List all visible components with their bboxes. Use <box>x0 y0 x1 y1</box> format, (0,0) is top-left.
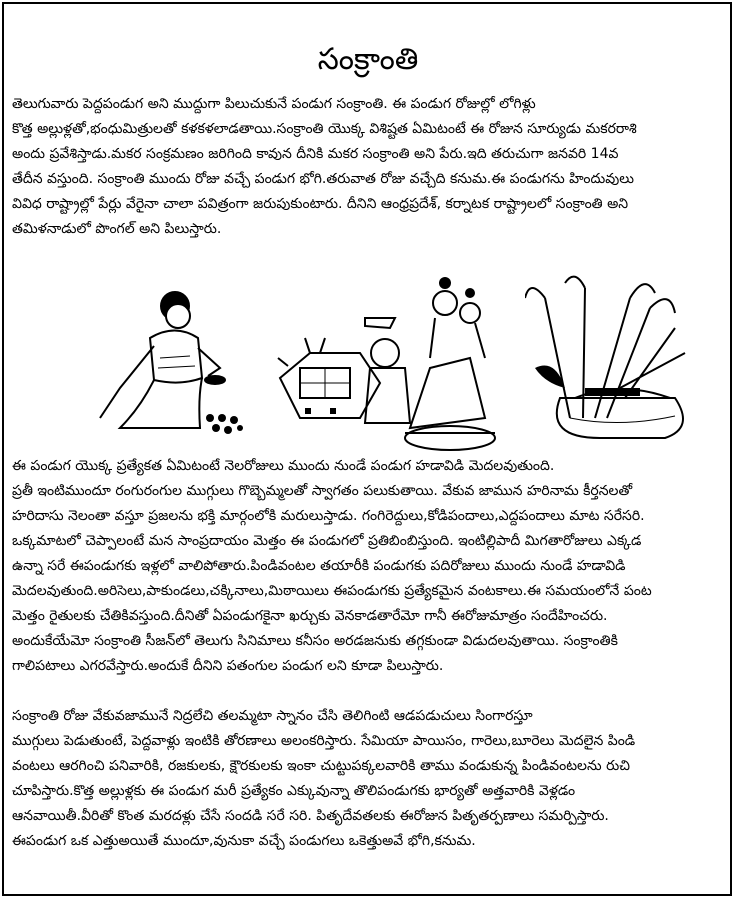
paragraph3-line: చూపిస్తారు.కొత్త అల్లుళ్లకు ఈ పండుగ మరీ ప్రత్యేకం ఎక్కువున్నా తొలిపండుగకు భార్యతో అత్తవారికి వెళ్లడం <box>12 783 576 799</box>
paragraph1-line: కొత్త అల్లుళ్లతో,భంధుమిత్రులతో కళకళలాడతాయి.సంక్రాంతి యొక్క విశిష్టత ఏమిటంటే ఈ రోజున సూర్యుడు మకరరాశి <box>12 121 637 137</box>
paragraph2-line: ప్రతీ ఇంటిముందూ రంగురంగుల ముగ్గులు గొబ్బెమ్మలతో స్వాగతం పలుకుతాయి. వేకువ జామున హరినామ కీర్తనలతో <box>12 483 633 499</box>
paragraph1-line: తేదీన వస్తుంది. సంక్రాంతి ముందు రోజు వచ్చే పండుగ భోగి.తరువాత రోజు వచ్చేది కనుమ.ఈ పండుగను హిందువులు <box>12 171 635 187</box>
paragraph2-line: మెదలవుతుంది.అరిసెలు,పాకుండలు,చక్కినాలు,మిఠాయిలు ఈపండుగకు ప్రత్యేకమైన వంటకాలు.ఈ సమయంలోనే పంట <box>12 583 652 599</box>
paragraph2-line: గాలిపటాలు ఎగరవేస్తారు.అందుకే దీనిని పతంగుల పండుగ లని కూడా పిలుస్తారు. <box>12 658 444 674</box>
paragraph1-line: తమిళనాడులో పొంగల్ అని పిలుస్తారు. <box>12 221 222 237</box>
paragraph2-line: ఈ పండుగ యొక్క ప్రత్యేకత ఏమిటంటే నెలరోజులు ముందు నుండే పండుగ హడావిడి మెదలవుతుంది. <box>12 458 555 474</box>
paragraph3-line: ముగ్గులు పెడుతుంటే, పెద్దవాళ్లు ఇంటికి తోరణాలు అలంకరిస్తారు. సేమియా పాయిసం, గారెలు,బూరెలు మెదలైన పిండి <box>12 733 636 749</box>
paragraph2-line: అందుకేయేమో సంక్రాంతి సీజన్‌లో తెలుగు సినిమాలు కనీసం అరడజనుకు తగ్గకుండా విడుదలవుతాయి. సంక్రాంతికి <box>12 633 618 649</box>
woman-rangoli-illustration <box>80 268 260 448</box>
paragraph2-line: హరిదాసు నెలంతా వస్తూ ప్రజలను భక్తి మార్గంలోకి మరులుస్తాడు. గంగిరెద్దులు,కోడిపందాలు,ఎద్దపందాలు మాట సరేసరి. <box>12 508 645 524</box>
paragraph3-line: వంటలు ఆరగించి పనివారికి, రజకులకు, క్షౌరకులకు ఇంకా చుట్టుపక్కలవారికి తాము వండుకున్న పిండివంటలను రుచి <box>12 758 630 774</box>
paragraph1-line: అందు ప్రవేశిస్తాడు.మకర సంక్రమణం జరిగింది కావున దీనికి మకర సంక్రాంతి అని పేరు.ఇది తరుచుగా జనవరి 14వ <box>12 146 619 162</box>
paragraph1-line: వివిధ రాష్ట్రాల్లో పేర్లు వేరైనా చాలా పవిత్రంగా జరుపుకుంటారు. దీనిని ఆంధ్రప్రదేశ్, కర్నాటక రాష్ట్రాలలో సంక్రాంతి అని <box>12 196 629 212</box>
paragraph3-line: ఆనవాయితీ.వీరితో కొంత మరదళ్లు చేసే సందడి సరే సరి. పితృదేవతలకు ఈరోజున పితృతర్పణాలు సమర్పిస్తారు. <box>12 808 609 824</box>
paragraph3-line: ఈపండుగ ఒక ఎత్తుఅయితే ముందూ,వునుకా వచ్చే పండుగలు ఒకెత్తుఅవే భోగి,కనుమ. <box>12 833 476 849</box>
paragraph1-line: తెలుగువారు పెద్దపండుగ అని ముద్దుగా పిలుచుకునే పండుగ సంక్రాంతి. ఈ పండుగ రోజుల్లో లోగిళ్లు <box>12 96 536 112</box>
paragraph2-line: మెత్తం రైతులకు చేతికివస్తుంది.దీనితో ఏపండుగకైనా ఖర్చుకు వెనకాడతారేమో గానీ ఈరోజుమాత్రం సందేహించరు. <box>12 608 608 624</box>
paragraph2-line: ఒక్కమాటలో చెప్పాలంటే మన సాంప్రదాయం మెత్తం ఈ పండుగలో ప్రతిబింబిస్తుంది. ఇంటిల్లిపాదీ మిగతారోజులు ఎక్కడ <box>12 533 642 549</box>
sugarcane-pot-illustration <box>525 268 705 448</box>
gangireddu-haridasu-illustration <box>270 258 500 458</box>
illustration-strip <box>80 268 720 468</box>
page-title: సంక్రాంతి <box>317 42 419 77</box>
paragraph2-line: ఉన్నా సరే ఈపండుగకు ఇళ్లలో వాలిపోతారు.పిండివంటల తయారీకి పండుగకు పదిరోజులు ముందు నుండే హడావిడి <box>12 558 626 574</box>
paragraph3-line: సంక్రాంతి రోజు వేకువజామునే నిద్రలేచి తలమ్మటా స్నానం చేసి తెలిగింటి ఆడపడుచులు సింగారస్తూ <box>12 708 533 724</box>
